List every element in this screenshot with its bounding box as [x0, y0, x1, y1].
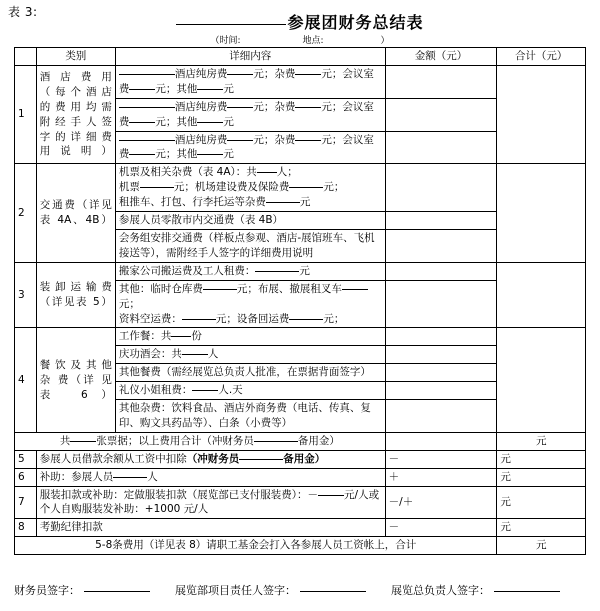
subtitle-close-paren: ） [380, 36, 390, 46]
amount-hostess-fee[interactable] [385, 382, 497, 400]
header-index [15, 48, 37, 66]
section-category-1: 酒 店 费 用 （每个酒店 的费用均需 附经手人签 字的详细费 用说明） [36, 65, 115, 163]
section-total-2[interactable] [497, 164, 586, 262]
detail-transport-local: 参展人员零散市内交通费（表 4B） [115, 212, 385, 230]
adjust-label-5: 参展人员借款余额从工资中扣除（冲财务员 备用金） [36, 450, 385, 468]
signature-project-manager-line[interactable] [300, 591, 366, 592]
page-title: 参展团财务总结表 [287, 13, 424, 32]
detail-other-meal: 其他餐费（需经展览总负责人批准，在票据背面签字） [115, 364, 385, 382]
amount-hotel-2[interactable] [385, 98, 497, 131]
signature-accountant [14, 582, 154, 598]
adjust-label-8: 考勤纪律扣款 [36, 519, 385, 537]
adjust-sign-5: － [385, 450, 497, 468]
adjust-unit-6[interactable]: 元 [497, 468, 586, 486]
signature-accountant-label: 财务员签字： [14, 584, 80, 597]
subtotal-total-unit: 元 [497, 432, 586, 450]
subtotal-amount[interactable] [385, 432, 497, 450]
detail-celebration-party: 庆功酒会：共 人 [115, 346, 385, 364]
financial-summary-table [14, 47, 586, 555]
section-index-1: 1 [15, 65, 37, 163]
section-total-4[interactable] [497, 328, 586, 432]
subtitle-place-label: 地点: [302, 36, 324, 46]
signature-accountant-line[interactable] [84, 591, 150, 592]
detail-moving-fee: 搬家公司搬运费及工人租费： 元 [115, 262, 385, 280]
detail-transport-air: 机票及相关杂费（表 4A）：共 人； 机票 元；机场建设费及保险费 元； 租推车、打包、行李托运等杂费 元 [115, 164, 385, 212]
title-blank-line [176, 24, 286, 25]
detail-hostess-fee: 礼仪小姐租费： 人.天 [115, 382, 385, 400]
table-row [15, 450, 586, 468]
adjust-index-7: 7 [15, 486, 37, 519]
table-row [15, 262, 586, 280]
signature-project-manager [175, 582, 370, 598]
table-row [15, 468, 586, 486]
signature-project-manager-label: 展览部项目责任人签字： [175, 584, 296, 597]
document-title-block [0, 10, 600, 33]
detail-moving-other: 其他：临时仓库费 元；布展、撤展租叉车元； 资料空运费： 元；设备回运费 元； [115, 280, 385, 328]
final-total-label: 5-8条费用（详见表 8）请职工基金会打入各参展人员工资帐上，合计 [15, 537, 497, 555]
amount-working-meal[interactable] [385, 328, 497, 346]
adjust-index-5: 5 [15, 450, 37, 468]
table-row [15, 328, 586, 346]
detail-working-meal: 工作餐：共 份 [115, 328, 385, 346]
amount-celebration-party[interactable] [385, 346, 497, 364]
detail-transport-organized: 会务组安排交通费（样板点参观、酒店-展馆班车、飞机接送等），需附经手人签字的详细费用说明 [115, 229, 385, 262]
amount-transport-air[interactable] [385, 164, 497, 212]
header-category: 类别 [36, 48, 115, 66]
detail-misc-fee: 其他杂费：饮料食品、酒店外商务费（电话、传真、复印、购文具药品等）、白条（小费等） [115, 400, 385, 433]
amount-other-meal[interactable] [385, 364, 497, 382]
table-header-row [15, 48, 586, 66]
table-row [15, 486, 586, 519]
subtotal-label: 共 张票据；以上费用合计（冲财务员 备用金） [15, 432, 386, 450]
adjust-index-6: 6 [15, 468, 37, 486]
amount-moving-other[interactable] [385, 280, 497, 328]
section-total-3[interactable] [497, 262, 586, 328]
header-detail: 详细内容 [115, 48, 385, 66]
adjust-index-8: 8 [15, 519, 37, 537]
table-number-label: 表 3: [8, 5, 38, 19]
signature-chief [391, 582, 564, 598]
table-row [15, 164, 586, 212]
header-total: 合计（元） [497, 48, 586, 66]
adjust-sign-8: － [385, 519, 497, 537]
adjust-sign-6: ＋ [385, 468, 497, 486]
table-row [15, 65, 586, 98]
section-category-2: 交通费（详见 表 4A、4B） [36, 164, 115, 262]
section-index-3: 3 [15, 262, 37, 328]
section-index-2: 2 [15, 164, 37, 262]
adjust-unit-7[interactable]: 元 [497, 486, 586, 519]
amount-transport-local[interactable] [385, 212, 497, 230]
detail-hotel-1: 酒店纯房费 元；杂费 元；会议室费 元；其他 元 [115, 65, 385, 98]
detail-hotel-2: 酒店纯房费 元；杂费 元；会议室费 元；其他 元 [115, 98, 385, 131]
final-total-unit[interactable]: 元 [497, 537, 586, 555]
subtitle-time-label: （时间: [210, 36, 241, 46]
amount-hotel-3[interactable] [385, 131, 497, 164]
amount-hotel-1[interactable] [385, 65, 497, 98]
document-subtitle [0, 33, 600, 46]
section-total-1[interactable] [497, 65, 586, 163]
signature-chief-label: 展览总负责人签字： [391, 584, 490, 597]
detail-hotel-3: 酒店纯房费 元；杂费 元；会议室费 元；其他 元 [115, 131, 385, 164]
header-amount: 金额（元） [385, 48, 497, 66]
adjust-unit-5[interactable]: 元 [497, 450, 586, 468]
section-index-4: 4 [15, 328, 37, 432]
adjust-label-7: 服装扣款或补助：定做服装扣款（展览部已支付服装费）：－ 元/人或 个人自购服装发补助：+1000 元/人 [36, 486, 385, 519]
adjust-sign-7: －/＋ [385, 486, 497, 519]
signature-row [14, 582, 589, 598]
adjust-unit-8[interactable]: 元 [497, 519, 586, 537]
adjust-label-6: 补助：参展人员 人 [36, 468, 385, 486]
section-category-3: 装卸运输费 （详见表 5） [36, 262, 115, 328]
signature-chief-line[interactable] [494, 591, 560, 592]
amount-transport-organized[interactable] [385, 229, 497, 262]
amount-moving-fee[interactable] [385, 262, 497, 280]
table-row [15, 519, 586, 537]
final-total-row [15, 537, 586, 555]
subtotal-row [15, 432, 586, 450]
section-category-4: 餐 饮 及 其 他 杂 费（详 见 表 6） [36, 328, 115, 432]
amount-misc-fee[interactable] [385, 400, 497, 433]
